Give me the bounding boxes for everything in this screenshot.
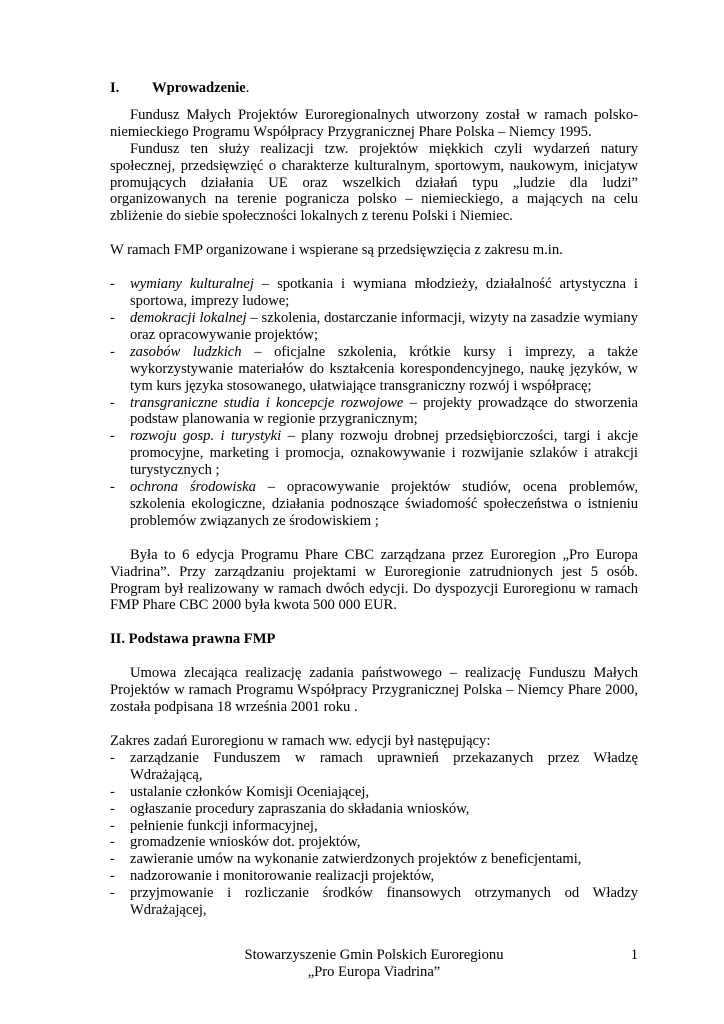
section-1-paragraph-4: Była to 6 edycja Programu Phare CBC zarządzana przez Euroregion „Pro Europa Viadrina”. Przy zarządzaniu projektami w Euroregionie zatrudnionych jest 5 osób. Program był realizowany w ramach dwóch edycji. Do dyspozycji Euroregionu w ramach FMP Phare CBC 2000 była kwota 500 000 EUR. [110,546,638,614]
list-item-term: zasobów ludzkich [130,343,242,360]
section-2-paragraph-2: Zakres zadań Euroregionu w ramach ww. edycji był następujący: [110,733,491,749]
list-item [110,395,638,429]
list-item-term: demokracji lokalnej [130,309,247,326]
list-item-text: przyjmowanie i rozliczanie środków finansowych otrzymanych od Władzy Wdrażającej, [130,885,638,919]
section-1-heading [110,80,638,97]
list-item-text: zawieranie umów na wykonanie zatwierdzonych projektów z beneficjentami, [130,851,582,868]
list-marker: - [110,800,115,817]
section-1-paragraph-2: Fundusz ten służy realizacji tzw. projektów miękkich czyli wydarzeń natury społecznej, przedsięwzięć o charakterze kulturalnym, sportowym, naukowym, inicjatyw promujących działania UE oraz wszelkich działań typu „ludzie dla ludzi” organizowanych na terenie pogranicza polsko – niemieckiego, a mających na celu zbliżenie do siebie społeczności lokalnych z terenu Polski i Niemiec. [110,140,638,225]
list-item-text: ogłaszanie procedury zapraszania do składania wniosków, [130,800,470,817]
list-item-text: – opracowywanie projektów studiów, ocena problemów, szkolenia ekologiczne, działania podnoszące świadomość społeczeństwa o istnieniu problemów związanych ze środowiskiem ; [130,479,638,529]
list-marker: - [110,851,115,868]
list-item [110,750,638,784]
section-1-paragraph-1: Fundusz Małych Projektów Euroregionalnych utworzony został w ramach polsko-niemieckiego Programu Współpracy Przygranicznej Phare Polska – Niemcy 1995. [110,106,638,140]
section-1-title-suffix: . [245,80,250,96]
list-marker: - [110,749,115,766]
section-2-paragraph-1: Umowa zlecająca realizację zadania państwowego – realizację Funduszu Małych Projektów w ramach Programu Współpracy Przygranicznej Polska – Niemcy Phare 2000, została podpisana 18 września 2001 roku . [110,665,638,716]
list-marker: - [110,276,115,293]
list-marker: - [110,817,115,834]
list-item-term: rozwoju gosp. i turystyki [130,428,282,445]
list-item-text: gromadzenie wniosków dot. projektów, [130,834,361,851]
page-footer [110,947,638,981]
list-item-text: ustalanie członków Komisji Oceniającej, [130,783,370,800]
section-2-heading: II. Podstawa prawna FMP [110,631,276,648]
section-1-number: I. [110,80,120,96]
activities-list [110,276,638,530]
list-item [110,851,638,868]
page-number: 1 [630,947,638,963]
footer-line-1: Stowarzyszenie Gmin Polskich Euroregionu [244,947,504,963]
list-item [110,818,638,835]
list-marker: - [110,343,115,360]
list-item [110,834,638,851]
list-item-text: pełnienie funkcji informacyjnej, [130,817,318,834]
tasks-list [110,750,638,919]
section-1-paragraph-3: W ramach FMP organizowane i wspierane są przedsięwzięcia z zakresu m.in. [110,242,563,259]
list-item [110,276,638,310]
list-item [110,428,638,479]
list-marker: - [110,885,115,902]
document-page [110,80,638,919]
list-item [110,344,638,395]
list-marker: - [110,868,115,885]
list-item [110,868,638,885]
list-item-text: – projekty prowadzące do stworzenia podstaw planowania w regionie przygranicznym; [130,394,638,428]
list-item-text: – oficjalne szkolenia, krótkie kursy i imprezy, a także wykorzystywanie materiałów do kształcenia korespondencyjnego, naukę języków, w tym kurs języka stosowanego, ułatwiające transgraniczny rozwój i współpracę; [130,343,639,394]
section-1-title: Wprowadzenie [152,80,246,96]
list-item-text: – szkolenia, dostarczanie informacji, wizyty na zasadzie wymiany oraz opracowywanie projektów; [130,309,638,343]
list-marker: - [110,783,115,800]
list-item-text: zarządzanie Funduszem w ramach uprawnień przekazanych przez Władzę Wdrażającą, [130,749,638,783]
list-item-term: ochrona środowiska [130,479,256,496]
list-item-term: wymiany kulturalnej [130,276,254,293]
list-item [110,885,638,919]
footer-line-2: „Pro Europa Viadrina” [307,963,441,980]
list-marker: - [110,479,115,496]
list-marker: - [110,428,115,445]
list-item [110,801,638,818]
list-item [110,784,638,801]
list-item [110,310,638,344]
list-item-text: nadzorowanie i monitorowanie realizacji projektów, [130,868,435,885]
list-item-text: – spotkania i wymiana młodzieży, działalność artystyczna i sportowa, imprezy ludowe; [130,276,638,310]
list-marker: - [110,834,115,851]
list-item-text: – plany rozwoju drobnej przedsiębiorczości, targi i akcje promocyjne, marketing i promocja, oznakowywanie i rozwijanie szlaków i atrakcji turystycznych ; [130,428,639,479]
list-marker: - [110,394,115,411]
list-item [110,479,638,530]
list-marker: - [110,309,115,326]
list-item-term: transgraniczne studia i koncepcje rozwojowe [130,394,404,411]
